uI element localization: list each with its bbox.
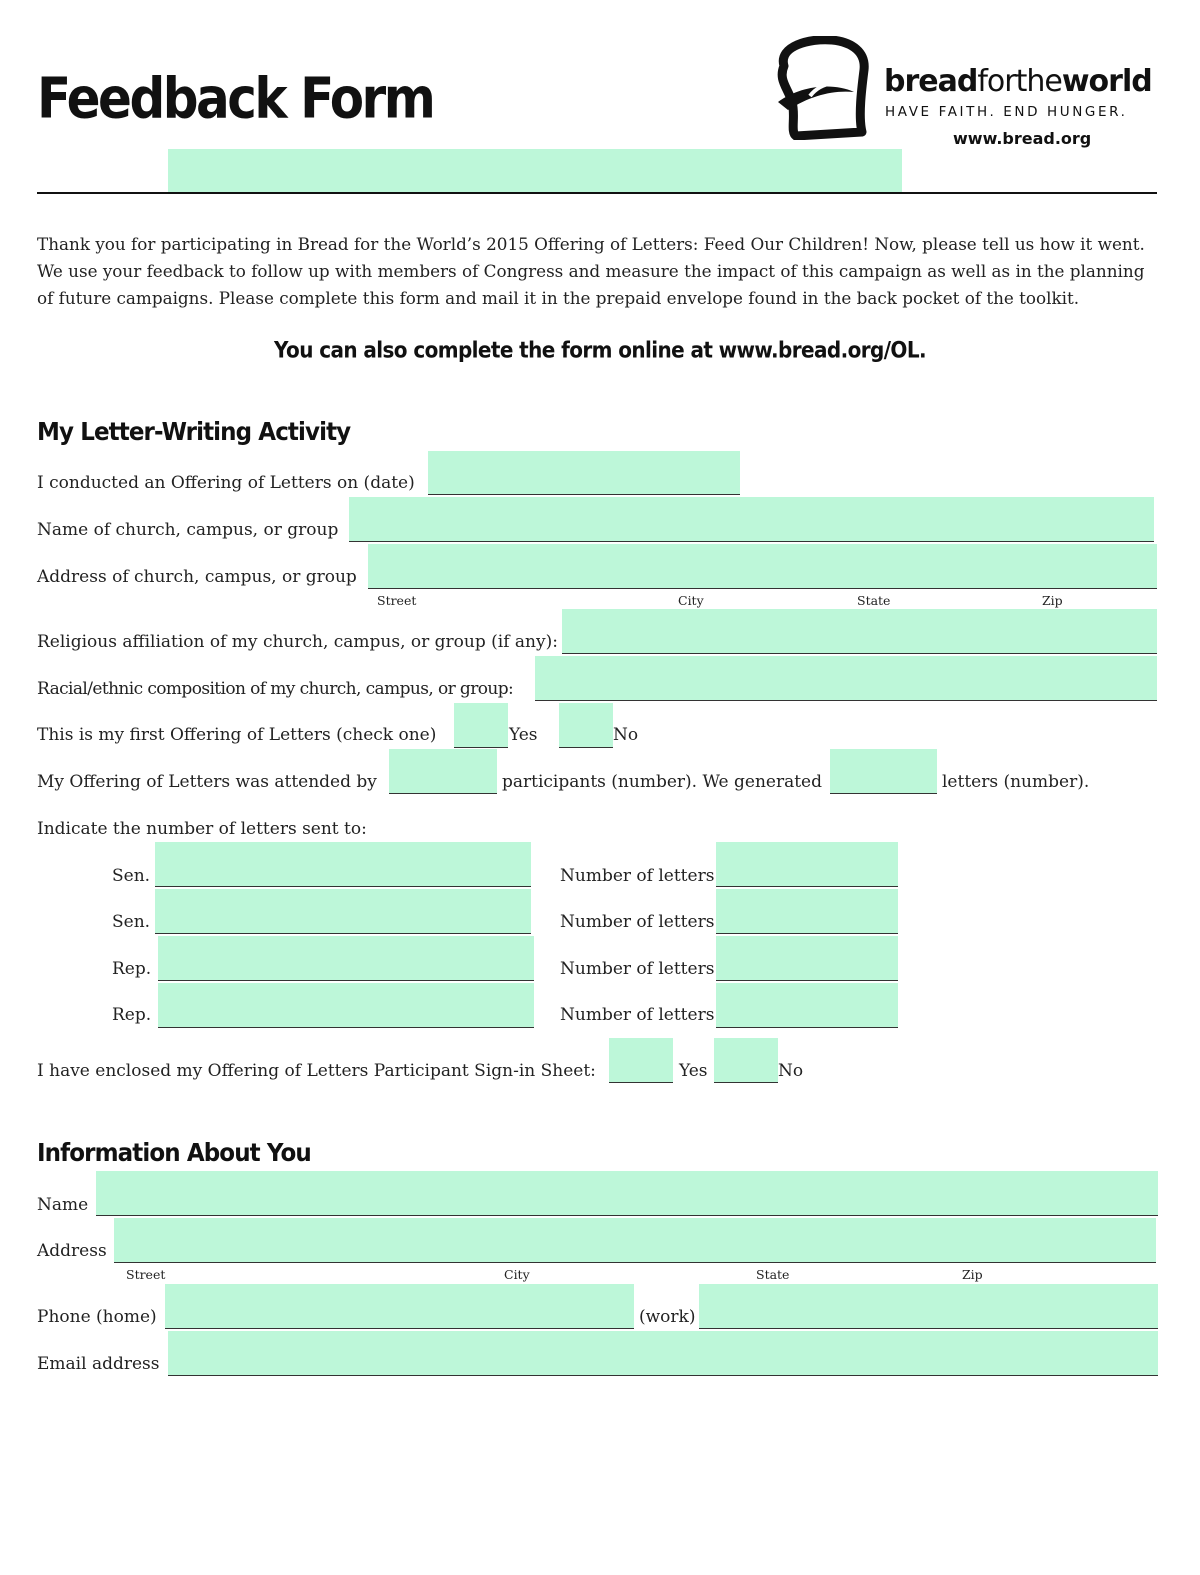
church-address-label: Address of church, campus, or group <box>37 567 357 587</box>
first-offering-label: This is my first Offering of Letters (check one) <box>37 725 437 745</box>
email-field[interactable] <box>168 1331 1158 1375</box>
zip-caption: Zip <box>962 1267 983 1282</box>
signin-no-checkbox[interactable] <box>714 1038 778 1082</box>
logo-url: www.bread.org <box>953 129 1092 148</box>
form-title: Feedback Form <box>37 66 434 131</box>
name-label: Name <box>37 1195 89 1215</box>
header-field[interactable] <box>168 149 902 192</box>
religious-field[interactable] <box>562 609 1157 653</box>
recipient-underline <box>158 980 534 981</box>
phone-home-underline <box>165 1328 634 1329</box>
racial-underline <box>535 700 1157 701</box>
name-underline <box>96 1215 1158 1216</box>
recipient-underline <box>155 933 531 934</box>
signin-yes-label: Yes <box>679 1061 708 1081</box>
signin-yes-underline <box>609 1082 673 1083</box>
online-note: You can also complete the form online at www.bread.org/OL. <box>274 336 926 364</box>
recipient-name-field[interactable] <box>158 936 534 980</box>
letter-count-label: Number of letters <box>560 1005 715 1025</box>
intro-text: Thank you for participating in Bread for the World’s 2015 Offering of Letters: Feed Our Children! Now, please tell us how it went. We use your feedback to follow up with members of Congress and measure the impact of this campaign as well as in the planning of future campaigns. Please complete this form and mail it in the prepaid envelope found in the back pocket of the toolkit. <box>37 234 1145 308</box>
recipient-title: Rep. <box>112 959 152 979</box>
participants-underline <box>389 793 497 794</box>
letter-count-underline <box>716 886 898 887</box>
letter-count-label: Number of letters <box>560 959 715 979</box>
address-underline <box>114 1262 1156 1263</box>
church-address-underline <box>368 588 1157 589</box>
street-caption: Street <box>126 1267 166 1282</box>
recipient-name-field[interactable] <box>155 889 531 933</box>
recipient-title: Rep. <box>112 1005 152 1025</box>
activity-heading: My Letter-Writing Activity <box>37 418 351 447</box>
first-no-label: No <box>613 725 639 745</box>
address-field[interactable] <box>114 1218 1156 1262</box>
phone-work-underline <box>699 1328 1158 1329</box>
racial-field[interactable] <box>535 656 1157 700</box>
recipient-title: Sen. <box>112 866 151 886</box>
church-state-caption: State <box>857 593 891 608</box>
recipient-underline <box>158 1027 534 1028</box>
header-divider <box>37 192 1157 194</box>
email-label: Email address <box>37 1354 160 1374</box>
signin-no-underline <box>714 1082 778 1083</box>
church-name-label: Name of church, campus, or group <box>37 520 339 540</box>
letter-count-field[interactable] <box>716 936 898 980</box>
church-zip-caption: Zip <box>1042 593 1063 608</box>
letter-count-underline <box>716 1027 898 1028</box>
city-caption: City <box>504 1267 530 1282</box>
letters-generated-underline <box>830 793 937 794</box>
attended-label: My Offering of Letters was attended by <box>37 772 377 792</box>
logo-wordmark: breadfortheworld <box>884 64 1152 99</box>
church-name-field[interactable] <box>349 497 1154 541</box>
about-heading: Information About You <box>37 1139 311 1168</box>
participants-field[interactable] <box>389 749 497 793</box>
recipient-name-field[interactable] <box>158 983 534 1027</box>
church-city-caption: City <box>678 593 704 608</box>
church-name-underline <box>349 541 1154 542</box>
email-underline <box>168 1375 1158 1376</box>
first-no-underline <box>559 747 613 748</box>
date-label: I conducted an Offering of Letters on (date) <box>37 473 415 493</box>
signin-no-label: No <box>778 1061 804 1081</box>
logo-tagline: HAVE FAITH. END HUNGER. <box>885 104 1128 120</box>
phone-home-label: Phone (home) <box>37 1307 157 1327</box>
letters-number-label: letters (number). <box>942 772 1090 792</box>
signin-yes-checkbox[interactable] <box>609 1038 673 1082</box>
state-caption: State <box>756 1267 790 1282</box>
racial-label: Racial/ethnic composition of my church, campus, or group: <box>37 679 514 699</box>
church-street-caption: Street <box>377 593 417 608</box>
signin-label: I have enclosed my Offering of Letters Participant Sign-in Sheet: <box>37 1061 596 1081</box>
phone-work-field[interactable] <box>699 1284 1158 1328</box>
recipient-name-field[interactable] <box>155 842 531 886</box>
first-no-checkbox[interactable] <box>559 703 613 747</box>
bread-loaf-icon <box>770 36 870 140</box>
letter-count-label: Number of letters <box>560 912 715 932</box>
recipient-title: Sen. <box>112 912 151 932</box>
first-yes-checkbox[interactable] <box>454 703 508 747</box>
first-yes-label: Yes <box>509 725 538 745</box>
religious-underline <box>562 653 1157 654</box>
letter-count-label: Number of letters <box>560 866 715 886</box>
date-underline <box>428 494 740 495</box>
first-yes-underline <box>454 747 508 748</box>
letter-count-underline <box>716 980 898 981</box>
phone-work-label: (work) <box>639 1307 696 1327</box>
letter-count-field[interactable] <box>716 889 898 933</box>
church-address-field[interactable] <box>368 544 1157 588</box>
phone-home-field[interactable] <box>165 1284 634 1328</box>
letters-generated-field[interactable] <box>830 749 937 793</box>
religious-label: Religious affiliation of my church, campus, or group (if any): <box>37 632 558 652</box>
indicate-label: Indicate the number of letters sent to: <box>37 819 367 839</box>
letter-count-field[interactable] <box>716 983 898 1027</box>
address-label: Address <box>37 1241 107 1261</box>
letter-count-underline <box>716 933 898 934</box>
recipient-underline <box>155 886 531 887</box>
name-field[interactable] <box>96 1171 1158 1215</box>
letter-count-field[interactable] <box>716 842 898 886</box>
participants-label: participants (number). We generated <box>502 772 822 792</box>
date-field[interactable] <box>428 451 740 495</box>
